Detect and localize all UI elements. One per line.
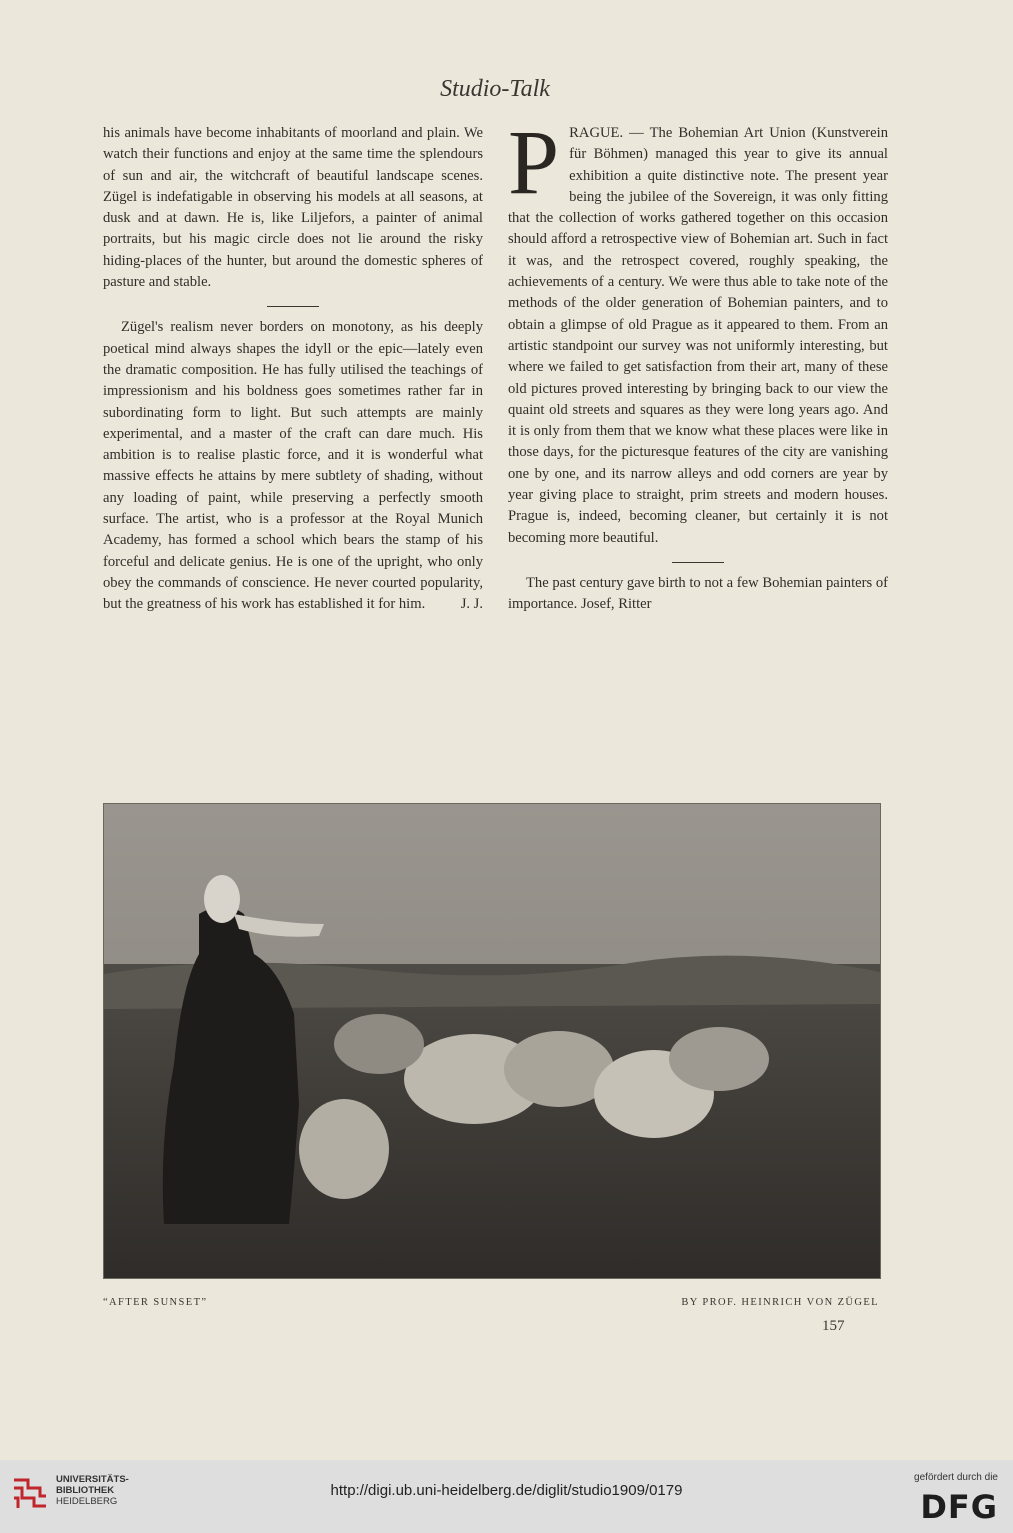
left-paragraph-2 xyxy=(103,317,483,615)
lamb xyxy=(299,1099,389,1199)
painting-illustration xyxy=(104,804,880,1278)
viewer-footer xyxy=(0,1460,1013,1533)
right-paragraph-1 xyxy=(508,111,888,549)
figure-caption-credit: BY PROF. HEINRICH VON ZÜGEL xyxy=(681,1297,879,1308)
left-paragraph-1: his animals have become inhabitants of moorland and plain. We watch their functions and enjoy at the same time the splendours of sun and air, the witchcraft of beautiful landscape scenes. Zügel is indefatigable in observing his models at all seasons, at dusk and at dawn. He is, like Liljefors, a painter of animal portraits, but his magic circle does not lie around the risky hiding-places of the hunter, but around the domestic spheres of pasture and stable. xyxy=(103,125,483,291)
library-name-line3: HEIDELBERG xyxy=(56,1496,118,1507)
left-paragraph-2-text: Zügel's realism never borders on monotony, as his deeply poetical mind always shapes the idyll or the epic—lately even the dramatic composition. He has fully utilised the teachings of impressionism and his boldness goes sometimes rather far in subordinating form to light. But such attempts are mainly experimental, and a master of the craft can dare much. His ambition is to realise plastic force, and it is wonderful what massive effects he attains by mere subtlety of shading, without any loading of paint, while preserving a perfectly smooth surface. The artist, who is a professor at the Royal Munich Academy, has formed a school which bears the stamp of his forceful and delicate genius. He is one of the upright, who only obey the commands of conscience. He never courted popularity, but the greatness of his work has established it for him. xyxy=(103,319,483,613)
right-paragraph-1-text: RAGUE. — The Bohemian Art Union (Kunstverein für Böhmen) managed this year to give its annual exhibition a quite distinctive note. The present year being the jubilee of the Sovereign, it was only fitting that the collection of works gathered together on this occasion should afford a retrospective view of Bohemian art. Such in fact it was, and the retrospect covered, roughly speaking, the achievements of a century. We were thus able to take note of the methods of the older generation of Bohemian painters, and to obtain a glimpse of old Prague as it appeared to them. From an artistic standpoint our survey was not uniformly interesting, but where we failed to get satisfaction from their art, many of these old pictures proved interesting by bringing back to our view the quaint old streets and squares as they were long years ago. And it is only from them that we know what these places were like in those days, for the picturesque features of the city are vanishing one by one, and its narrow alleys and odd corners are year by year giving place to straight, prim streets and modern houses. Prague is, indeed, becoming cleaner, but certainly it is not becoming more beautiful. xyxy=(508,125,888,546)
section-divider xyxy=(672,562,724,563)
right-paragraph-2: The past century gave birth to not a few Bohemian painters of importance. Josef, Ritter xyxy=(508,574,888,613)
right-column xyxy=(508,111,888,616)
permalink-url[interactable]: http://digi.ub.uni-heidelberg.de/diglit/studio1909/0179 xyxy=(330,1482,683,1499)
dfg-logo: DFG xyxy=(920,1488,998,1526)
section-divider xyxy=(267,306,319,307)
author-signature: J. J. xyxy=(460,596,483,613)
library-name-line2: BIBLIOTHEK xyxy=(56,1485,115,1496)
library-name-line1: UNIVERSITÄTS- xyxy=(56,1474,129,1485)
page-number: 157 xyxy=(822,1318,845,1334)
running-head: Studio-Talk xyxy=(440,76,550,102)
left-column xyxy=(103,123,483,616)
painting-reproduction xyxy=(103,803,881,1279)
figure-caption-title: “AFTER SUNSET” xyxy=(103,1297,208,1308)
sponsor-label: gefördert durch die xyxy=(914,1472,998,1483)
drop-cap: P xyxy=(508,111,560,213)
